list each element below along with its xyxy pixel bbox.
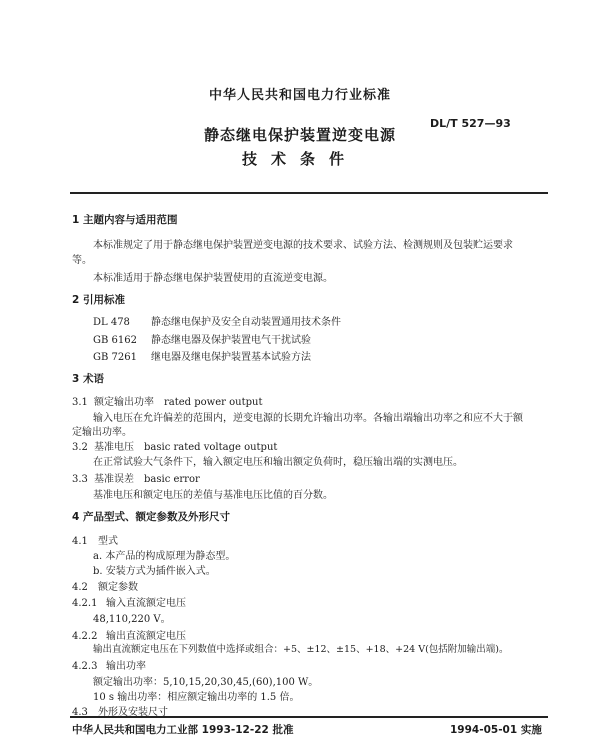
clause-title: 输出功率 <box>106 661 146 672</box>
approval-line: 中华人民共和国电力工业部 1993-12-22 批准 <box>72 724 294 736</box>
term-number: 3.3 <box>72 474 88 485</box>
section-1-paragraph-1: 本标准规定了用于静态继电保护装置逆变电源的技术要求、试验方法、检测规则及包装贮运要求 <box>93 240 513 251</box>
clause-4-2-2-value: 输出直流额定电压在下列数值中选择或组合：+5、±12、±15、+18、+24 V(包括附加输出端)。 <box>93 644 509 655</box>
section-4-heading: 4 产品型式、额定参数及外形尺寸 <box>72 511 230 523</box>
clause-number: 4.2.2 <box>72 631 98 642</box>
clause-title: 输出直流额定电压 <box>106 631 186 642</box>
clause-title: 额定参数 <box>98 582 138 593</box>
section-1-paragraph-2: 本标准适用于静态继电保护装置使用的直流逆变电源。 <box>93 273 333 284</box>
issuing-organization: 中华人民共和国电力行业标准 <box>208 88 391 103</box>
document-subtitle: 技术条件 <box>241 150 358 168</box>
clause-title: 输入直流额定电压 <box>106 598 186 609</box>
footer-rule <box>70 716 548 718</box>
reference-code: DL 478 <box>93 317 130 328</box>
document-title: 静态继电保护装置逆变电源 <box>203 126 396 144</box>
clause-number: 4.2.3 <box>72 661 98 672</box>
clause-4-2 <box>72 578 138 593</box>
clause-number: 4.2 <box>72 582 88 593</box>
term-3-1-definition-cont: 定输出功率。 <box>72 427 132 438</box>
term-number: 3.1 <box>72 397 88 408</box>
reference-title: 继电器及继电保护装置基本试验方法 <box>151 352 311 363</box>
clause-title: 外形及安装尺寸 <box>98 707 168 718</box>
section-2-heading: 2 引用标准 <box>72 294 125 306</box>
term-3-1-definition: 输入电压在允许偏差的范围内，逆变电源的长期允许输出功率。各输出端输出功率之和应不大于额 <box>93 413 523 424</box>
clause-4-1 <box>72 532 118 547</box>
term-3-3 <box>72 470 200 485</box>
section-1-paragraph-1-cont: 等。 <box>72 255 92 266</box>
term-3-3-definition: 基准电压和额定电压的差值与基准电压比值的百分数。 <box>93 490 333 501</box>
term-3-1 <box>72 393 262 408</box>
reference-item <box>93 313 341 328</box>
clause-title: 型式 <box>98 536 118 547</box>
standard-code: DL/T 527—93 <box>430 117 511 130</box>
clause-number: 4.2.1 <box>72 598 98 609</box>
header-rule <box>70 192 548 194</box>
section-3-heading: 3 术语 <box>72 373 104 385</box>
section-1-heading: 1 主题内容与适用范围 <box>72 214 178 226</box>
reference-code: GB 7261 <box>93 352 137 363</box>
clause-number: 4.3 <box>72 707 88 718</box>
clause-4-2-1-value: 48,110,220 V。 <box>93 614 171 625</box>
clause-4-1-item-b: b. 安装方式为插件嵌入式。 <box>93 566 216 577</box>
term-chinese: 基准误差 <box>94 474 134 485</box>
clause-4-2-3-line-2: 10 s 输出功率：相应额定输出功率的 1.5 倍。 <box>93 692 300 703</box>
reference-title: 静态继电器及保护装置电气干扰试验 <box>151 335 311 346</box>
clause-4-2-3 <box>72 657 146 672</box>
clause-4-2-3-line-1: 额定输出功率：5,10,15,20,30,45,(60),100 W。 <box>93 677 319 688</box>
effective-date: 1994-05-01 实施 <box>450 724 542 736</box>
term-english: basic error <box>144 474 200 485</box>
reference-item <box>93 331 311 346</box>
term-chinese: 基准电压 <box>94 442 134 453</box>
reference-code: GB 6162 <box>93 335 137 346</box>
term-english: rated power output <box>164 397 263 408</box>
clause-4-2-2 <box>72 627 186 642</box>
clause-4-2-1 <box>72 594 186 609</box>
term-3-2 <box>72 438 277 453</box>
term-english: basic rated voltage output <box>144 442 278 453</box>
term-chinese: 额定输出功率 <box>94 397 154 408</box>
reference-item <box>93 348 311 363</box>
term-number: 3.2 <box>72 442 88 453</box>
reference-title: 静态继电保护及安全自动装置通用技术条件 <box>151 317 341 328</box>
term-3-2-definition: 在正常试验大气条件下，输入额定电压和输出额定负荷时，稳压输出端的实测电压。 <box>93 457 463 468</box>
clause-4-1-item-a: a. 本产品的构成原理为静态型。 <box>93 551 236 562</box>
clause-number: 4.1 <box>72 536 88 547</box>
